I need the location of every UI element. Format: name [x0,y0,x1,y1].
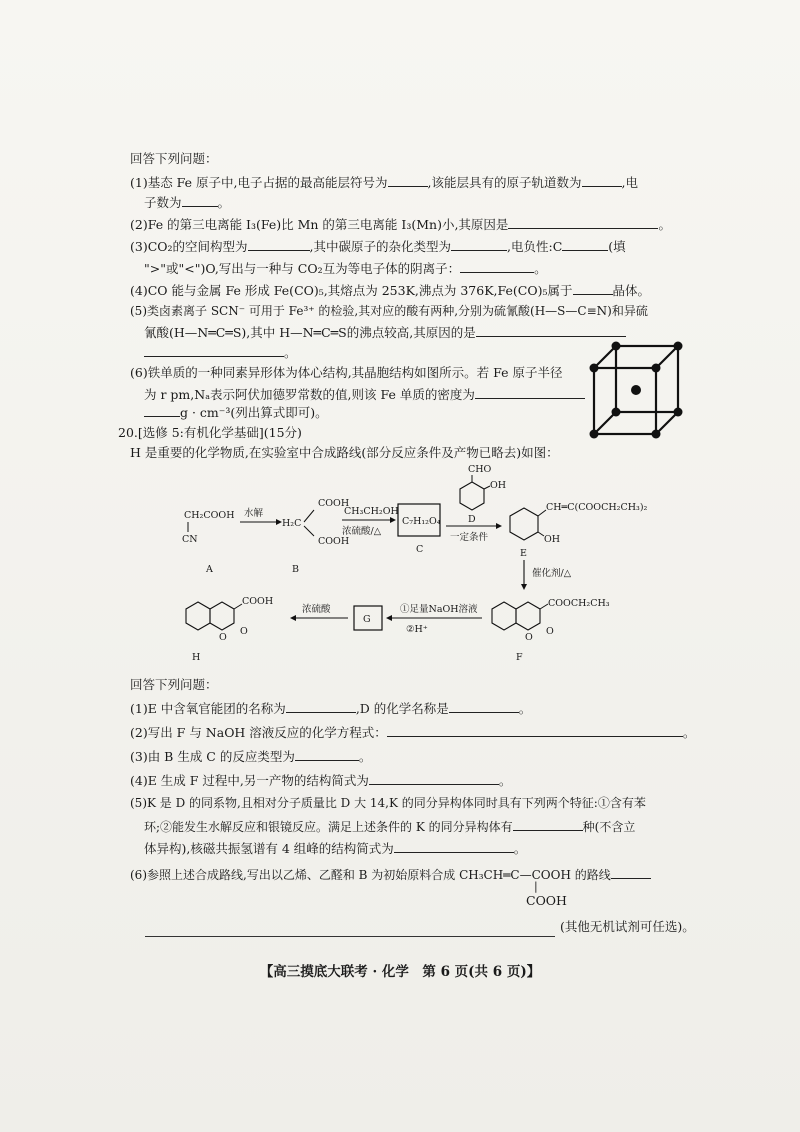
svg-text:G: G [363,614,371,625]
svg-text:F: F [516,652,523,663]
compound-a [182,510,235,575]
svg-text:CH═C(COOCH₂CH₃)₂: CH═C(COOCH₂CH₃)₂ [546,502,648,513]
svg-text:COOCH₂CH₃: COOCH₂CH₃ [548,598,610,609]
q19-part4: (4)CO 能与金属 Fe 形成 Fe(CO)₅,其熔点为 253K,沸点为 376K,Fe(CO)₅属于 晶体。 [130,280,650,300]
q20-header: 20.[选修 5:有机化学基础](15分) [118,425,302,440]
svg-text:OH: OH [490,480,507,491]
answer-blank[interactable] [248,236,310,251]
answer-blank[interactable] [387,722,683,737]
arrow-cyclization [521,560,572,590]
svg-text:B: B [292,564,299,575]
q19-part2: (2)Fe 的第三电离能 I₃(Fe)比 Mn 的第三电离能 I₃(Mn)小,其原因是 。 [130,214,671,234]
svg-text:C: C [416,544,424,555]
svg-text:CH₃CH₂OH: CH₃CH₂OH [344,506,399,517]
answer-line[interactable] [145,936,555,937]
svg-text:D: D [468,514,476,525]
svg-text:浓硫酸/△: 浓硫酸/△ [342,526,382,537]
answer-blank[interactable] [562,236,608,251]
body-center-atom [631,385,641,395]
compound-b [282,498,349,575]
answer-blank[interactable] [508,214,658,229]
arrow-esterification [342,506,399,537]
compound-e [510,502,648,559]
q19-intro: 回答下列问题： [130,151,218,166]
answer-blank[interactable] [582,172,622,187]
q19-part5-cont: 氰酸(H—N═C═S),其中 H—N═C═S的沸点较高,其原因的是 [144,322,626,342]
svg-text:O: O [525,632,533,643]
q19-part1-cont: 子数为 。 [144,192,230,212]
answer-blank[interactable] [182,192,218,207]
svg-text:E: E [520,548,527,559]
arrow-condensation [446,523,502,543]
answer-blank[interactable] [513,816,583,831]
answer-blank[interactable] [460,258,534,273]
answer-blank[interactable] [144,342,284,357]
q19-part6-end: g · cm⁻³(列出算式即可)。 [144,402,328,422]
q20-intro: H 是重要的化学物质,在实验室中合成路线(部分反应条件及产物已略去)如图： [130,445,559,460]
svg-text:O: O [219,632,227,643]
answer-blank[interactable] [369,770,499,785]
q19-part3: (3)CO₂的空间构型为 ,其中碳原子的杂化类型为 ,电负性:C (填 [130,236,626,256]
svg-text:COOH: COOH [242,596,274,607]
q20-part5: (5)K 是 D 的同系物,且相对分子质量比 D 大 14,K 的同分异构体同时具有下列两个特征:①含有苯 [130,796,646,810]
svg-text:①足量NaOH溶液: ①足量NaOH溶液 [400,604,478,615]
answer-blank[interactable] [573,280,613,295]
answer-blank[interactable] [476,322,626,337]
svg-text:催化剂/△: 催化剂/△ [532,568,572,579]
svg-text:C₇H₁₂O₄: C₇H₁₂O₄ [402,516,441,527]
synthesis-scheme [170,462,730,672]
answer-blank[interactable] [295,746,359,761]
q19-part3-cont: ">"或"<")O,写出与一种与 CO₂互为等电子体的阴离子： 。 [144,258,547,278]
target-branch-bond: | [534,880,538,893]
q19-part5-end: 。 [144,342,297,362]
svg-text:CN: CN [182,534,198,545]
svg-text:COOH: COOH [318,498,350,509]
svg-text:CHO: CHO [468,464,492,475]
svg-text:O: O [546,626,554,637]
arrow-hydrolysis [240,507,282,525]
answer-blank[interactable] [144,402,180,417]
q20-part6-end: (其他无机试剂可任选)。 [560,919,695,934]
svg-text:水解: 水解 [244,508,264,519]
svg-text:②H⁺: ②H⁺ [406,624,428,635]
svg-text:OH: OH [544,534,561,545]
svg-text:H₂C: H₂C [282,518,302,529]
svg-text:浓硫酸: 浓硫酸 [302,604,331,615]
svg-text:CH₂COOH: CH₂COOH [184,510,235,521]
q20-part6: (6)参照上述合成路线,写出以乙烯、乙醛和 B 为初始原料合成 CH₃CH═C—COOH 的路线 [130,864,651,884]
target-branch-cooh: COOH [526,893,567,908]
q19-part6: (6)铁单质的一种同素异形体为体心结构,其晶胞结构如图所示。若 Fe 原子半径 [130,365,563,380]
q19-part1: (1)基态 Fe 原子中,电子占据的最高能层符号为 ,该能层具有的原子轨道数为 ,电 [130,172,638,192]
q20-part5-cont: 环;②能发生水解反应和银镜反应。满足上述条件的 K 的同分异构体有 种(不含立 [144,816,635,836]
bcc-unit-cell-diagram [588,340,684,440]
compound-f [492,598,610,663]
arrow-dehydration [290,603,348,621]
compound-h [186,596,273,663]
compound-c [398,504,441,555]
svg-text:COOH: COOH [318,536,350,547]
q20-part2: (2)写出 F 与 NaOH 溶液反应的化学方程式： 。 [130,722,695,742]
svg-text:一定条件: 一定条件 [450,532,489,543]
q20-part1: (1)E 中含氧官能团的名称为 ,D 的化学名称是 。 [130,698,531,718]
q19-part5: (5)类卤素离子 SCN⁻ 可用于 Fe³⁺ 的检验,其对应的酸有两种,分别为硫氰酸(H—S—C≡N)和异硫 [130,304,648,318]
answer-blank[interactable] [286,698,356,713]
answer-blank[interactable] [475,384,585,399]
q20-part5-end: 体异构),核磁共振氢谱有 4 组峰的结构简式为 。 [144,838,526,858]
svg-text:H: H [192,652,201,663]
q20-part4: (4)E 生成 F 过程中,另一产物的结构简式为 。 [130,770,511,790]
compound-d [460,464,506,525]
answer-blank[interactable] [394,838,514,853]
q20-part3: (3)由 B 生成 C 的反应类型为 。 [130,746,371,766]
answer-blank[interactable] [388,172,428,187]
answer-blank[interactable] [611,864,651,879]
page-footer: 【高三摸底大联考 · 化学 第 6 页(共 6 页)】 [259,964,541,980]
answer-blank[interactable] [449,698,519,713]
arrow-saponification [386,603,482,635]
svg-text:A: A [206,564,213,575]
q20-ask: 回答下列问题： [130,677,218,692]
compound-g [354,606,382,630]
q19-part6-cont: 为 r pm,Nₐ表示阿伏加德罗常数的值,则该 Fe 单质的密度为 [144,384,585,404]
svg-text:O: O [240,626,248,637]
answer-blank[interactable] [451,236,507,251]
